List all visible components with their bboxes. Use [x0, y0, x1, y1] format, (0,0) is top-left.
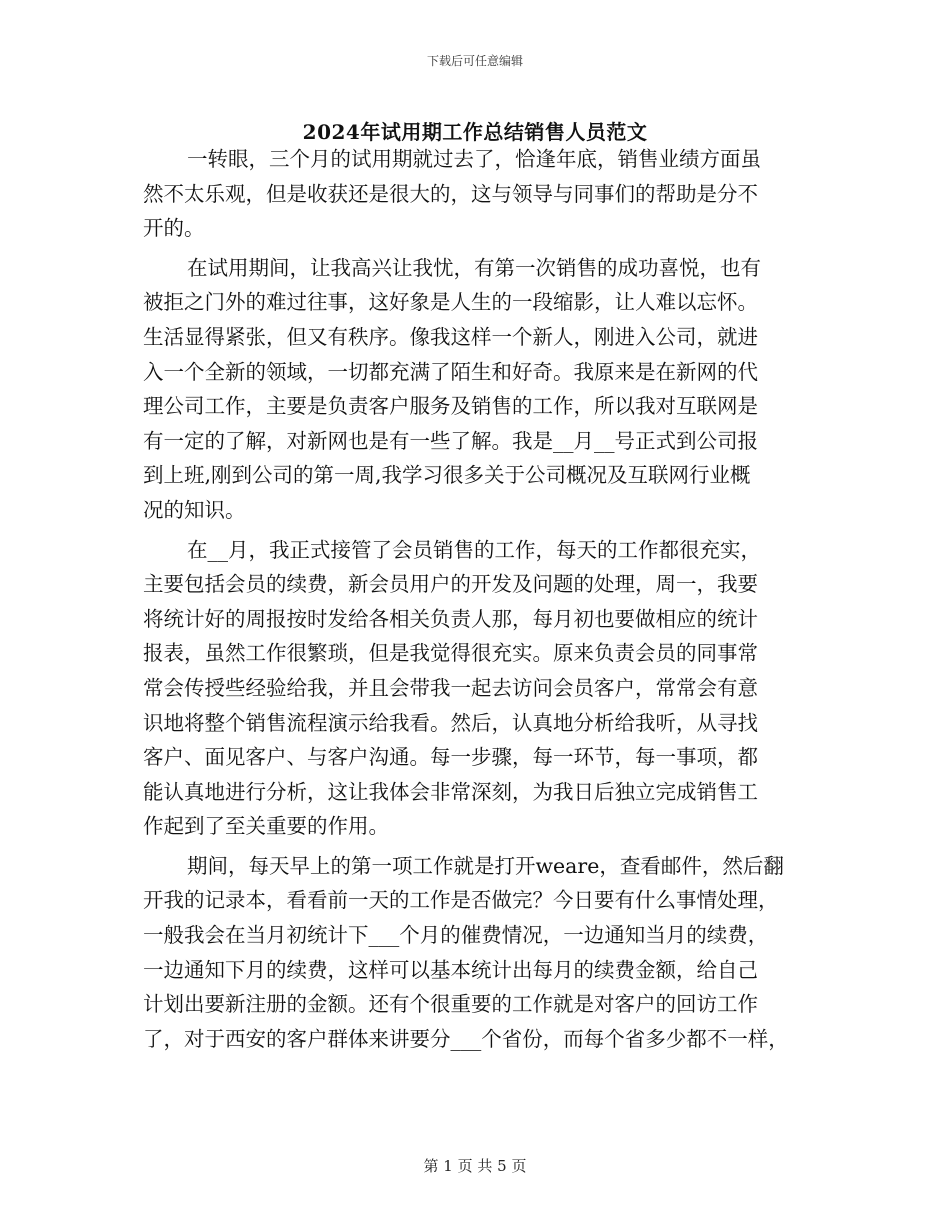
text-line: 生活显得紧张，但又有秩序。像我这样一个新人，刚进入公司，就进	[143, 324, 758, 349]
paragraph-1	[143, 142, 798, 246]
page-header: 下载后可任意编辑	[426, 54, 523, 68]
text-line: 开我的记录本，看看前一天的工作是否做完？今日要有什么事情处理，	[143, 888, 779, 913]
text-line: 期间，每天早上的第一项工作就是打开weare，查看邮件，然后翻	[187, 853, 784, 878]
text-line: 能认真地进行分析，这让我体会非常深刻，为我日后独立完成销售工	[143, 779, 758, 804]
document-body	[143, 142, 798, 1056]
text-line: 被拒之门外的难过往事，这好象是人生的一段缩影，让人难以忘怀。	[143, 290, 758, 315]
text-line: 了，对于西安的客户群体来讲要分___个省份，而每个省多少都不一样，	[143, 1026, 789, 1051]
text-line: 到上班,刚到公司的第一周,我学习很多关于公司概况及互联网行业概	[143, 463, 751, 488]
paragraph-2	[143, 251, 798, 528]
text-line: 一转眼，三个月的试用期就过去了，恰逢年底，销售业绩方面虽	[187, 147, 761, 171]
paragraph-3	[143, 533, 798, 844]
text-line: 作起到了至关重要的作用。	[143, 814, 389, 839]
text-line: 一般我会在当月初统计下___个月的催费情况，一边通知当月的续费，	[143, 923, 769, 948]
text-line: 一边通知下月的续费，这样可以基本统计出每月的续费金额，给自己	[143, 957, 758, 982]
text-line: 然不太乐观，但是收获还是很大的，这与领导与同事们的帮助是分不	[143, 181, 758, 206]
text-line: 况的知识。	[143, 497, 246, 522]
text-line: 常会传授些经验给我，并且会带我一起去访问会员客户，常常会有意	[143, 675, 758, 700]
text-line: 将统计好的周报按时发给各相关负责人那，每月初也要做相应的统计	[143, 606, 758, 631]
text-line: 入一个全新的领域，一切都充满了陌生和好奇。我原来是在新网的代	[143, 359, 758, 384]
text-line: 理公司工作，主要是负责客户服务及销售的工作，所以我对互联网是	[143, 394, 758, 419]
page-footer: 第 1 页 共 5 页	[423, 1157, 527, 1175]
text-line: 有一定的了解，对新网也是有一些了解。我是__月__号正式到公司报	[143, 428, 758, 453]
text-line: 报表，虽然工作很繁琐，但是我觉得很充实。原来负责会员的同事常	[143, 641, 758, 666]
text-line: 在试用期间，让我高兴让我忧，有第一次销售的成功喜悦，也有	[187, 255, 761, 280]
paragraph-4	[143, 849, 798, 1057]
text-line: 主要包括会员的续费，新会员用户的开发及问题的处理，周一，我要	[143, 572, 758, 597]
text-line: 客户、面见客户、与客户沟通。每一步骤，每一环节，每一事项，都	[143, 745, 758, 770]
text-line: 开的。	[143, 216, 205, 241]
text-line: 计划出要新注册的金额。还有个很重要的工作就是对客户的回访工作	[143, 992, 758, 1017]
document-title: 2024年试用期工作总结销售人员范文	[302, 120, 648, 144]
text-line: 在__月，我正式接管了会员销售的工作，每天的工作都很充实，	[187, 537, 761, 562]
text-line: 识地将整个销售流程演示给我看。然后，认真地分析给我听，从寻找	[143, 710, 758, 735]
